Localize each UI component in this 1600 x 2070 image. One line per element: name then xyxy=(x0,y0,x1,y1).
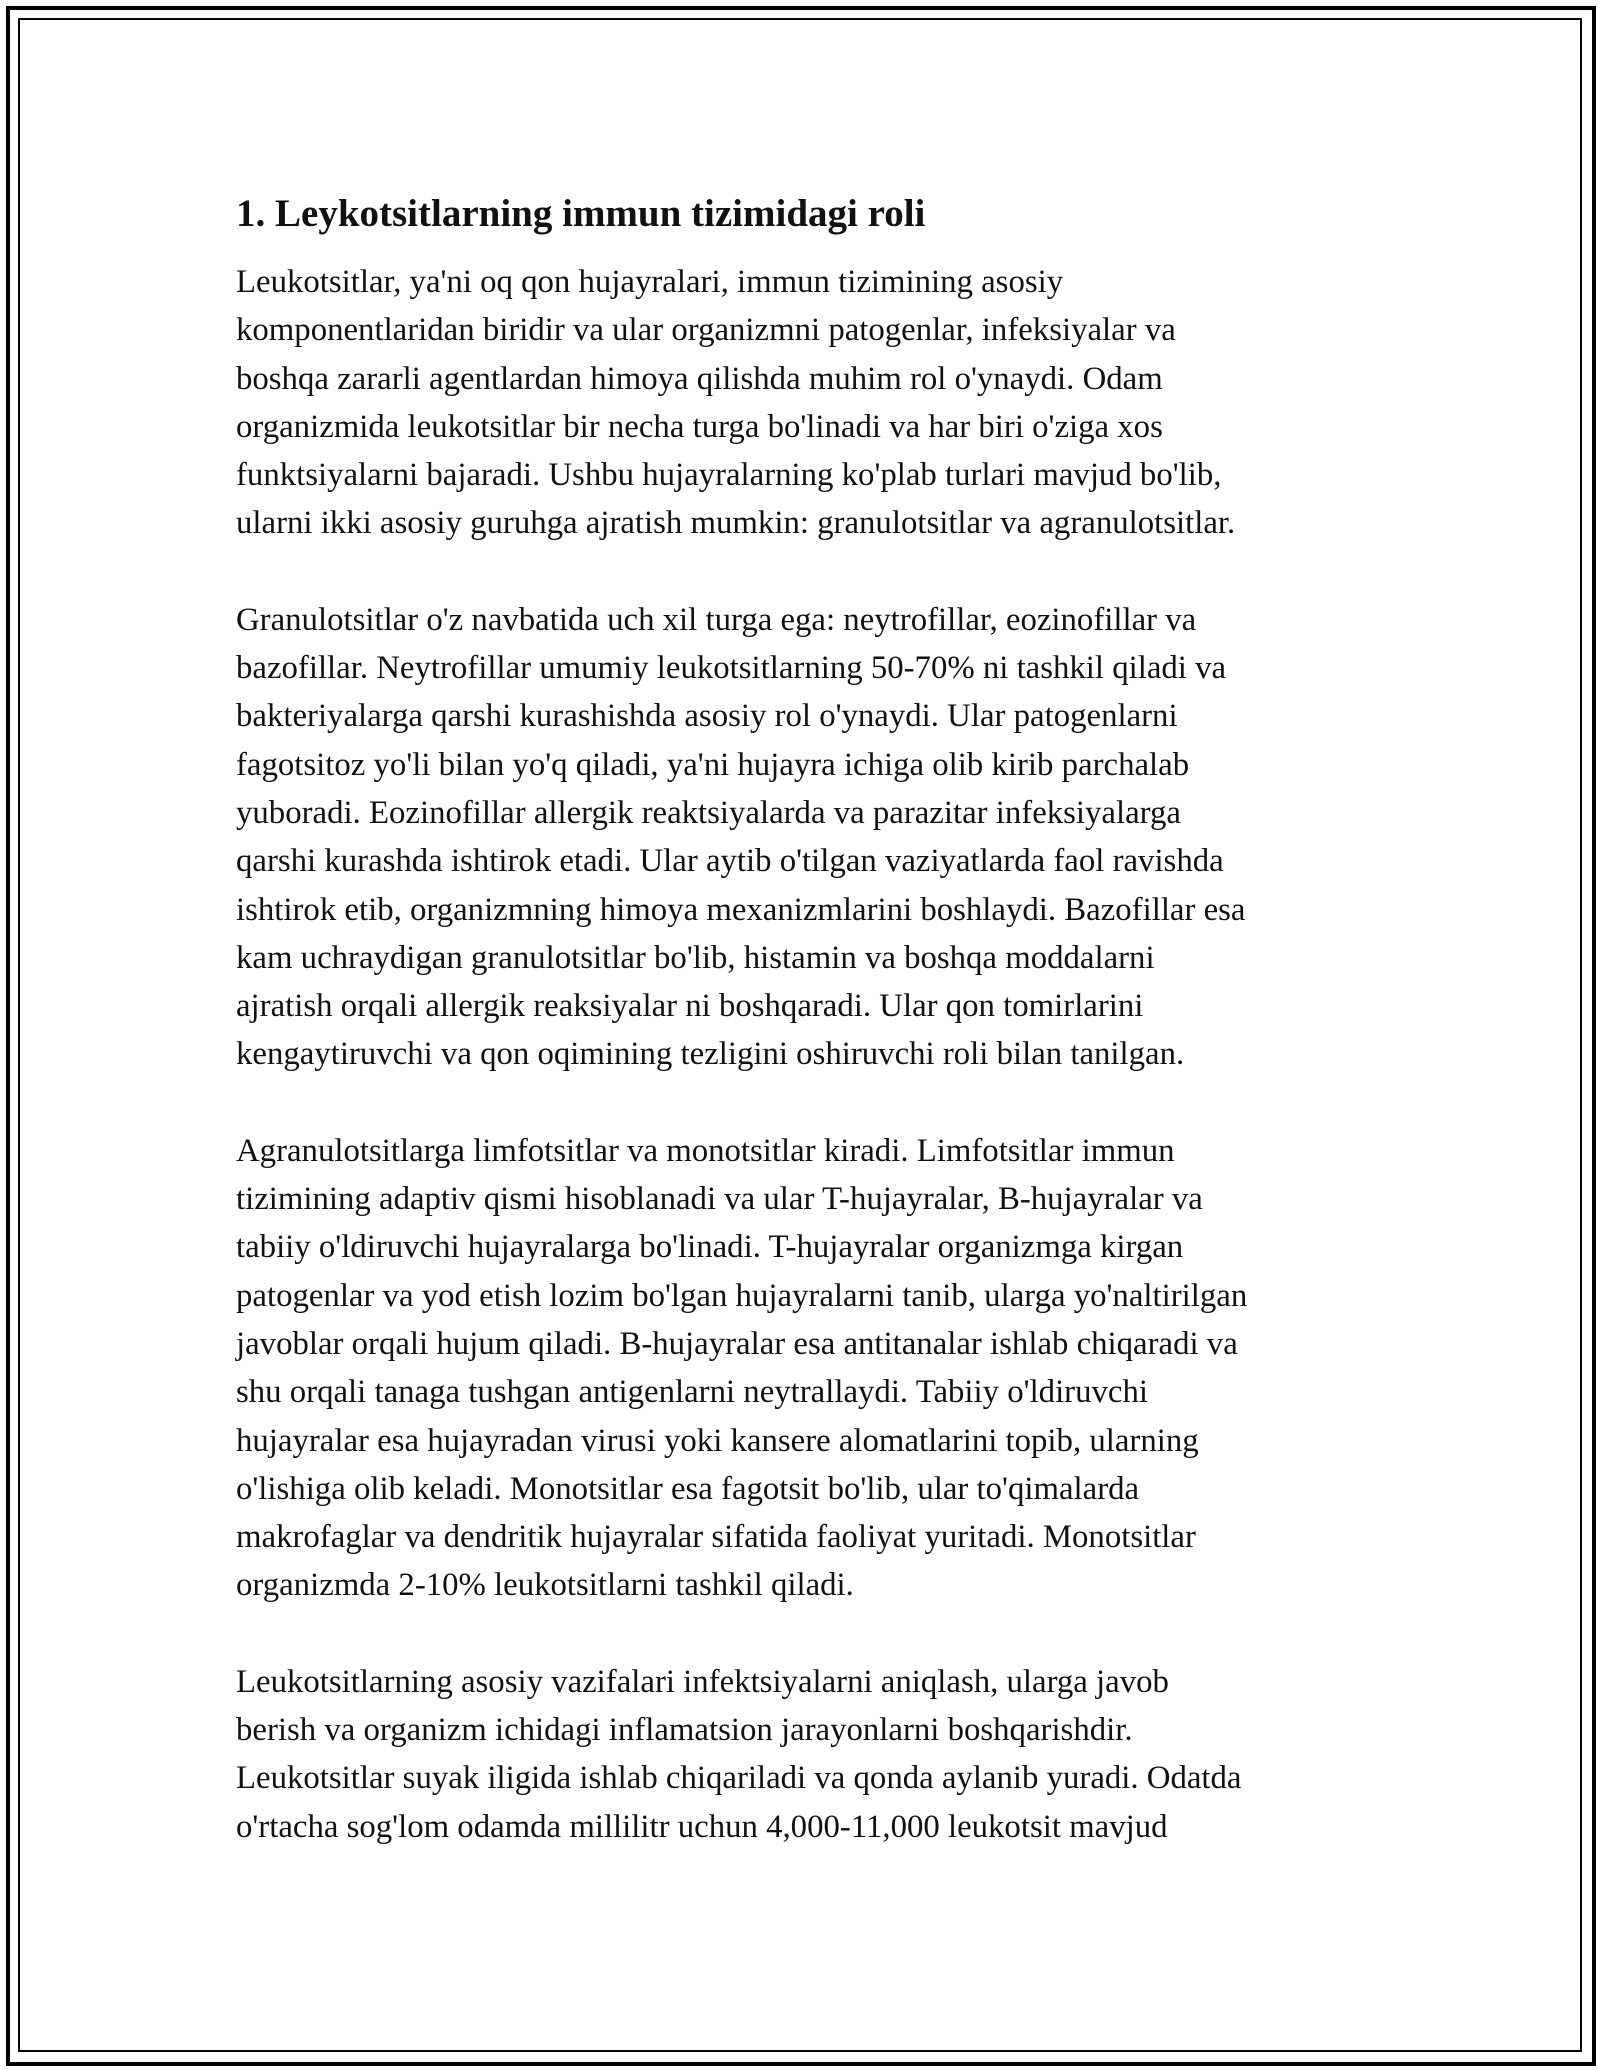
paragraph-2 xyxy=(236,596,1376,1079)
paragraph-line: komponentlaridan biridir va ular organizmni patogenlar, infeksiyalar va xyxy=(236,312,1176,349)
paragraph-line: bazofillar. Neytrofillar umumiy leukotsitlarning 50-70% ni tashkil qiladi va xyxy=(236,650,1227,687)
paragraph-line: makrofaglar va dendritik hujayralar sifatida faoliyat yuritadi. Monotsitlar xyxy=(236,1519,1196,1556)
paragraph-line: patogenlar va yod etish lozim bo'lgan hujayralarni tanib, ularga yo'naltirilgan xyxy=(236,1277,1248,1314)
paragraph-3 xyxy=(236,1127,1376,1610)
paragraph-line: tabiiy o'ldiruvchi hujayralarga bo'linadi. T-hujayralar organizmga kirgan xyxy=(236,1229,1184,1266)
paragraph-line: o'lishiga olib keladi. Monotsitlar esa fagotsit bo'lib, ular to'qimalarda xyxy=(236,1470,1140,1507)
paragraph-line: yuboradi. Eozinofillar allergik reaktsiyalarda va parazitar infeksiyalarga xyxy=(236,794,1181,831)
paragraph-line: boshqa zararli agentlardan himoya qilishda muhim rol o'ynaydi. Odam xyxy=(236,360,1163,397)
paragraph-line: kengaytiruvchi va qon oqimining tezligini oshiruvchi roli bilan tanilgan. xyxy=(236,1036,1185,1073)
paragraph-line: berish va organizm ichidagi inflamatsion jarayonlarni boshqarishdir. xyxy=(236,1712,1133,1749)
paragraph-line: ularni ikki asosiy guruhga ajratish mumkin: granulotsitlar va agranulotsitlar. xyxy=(236,505,1236,542)
paragraph-line: Agranulotsitlarga limfotsitlar va monotsitlar kiradi. Limfotsitlar immun xyxy=(236,1132,1175,1169)
paragraph-line: qarshi kurashda ishtirok etadi. Ular aytib o'tilgan vaziyatlarda faol ravishda xyxy=(236,843,1224,880)
paragraph-4 xyxy=(236,1658,1376,1851)
paragraph-line: Leukotsitlar suyak iligida ishlab chiqariladi va qonda aylanib yuradi. Odatda xyxy=(236,1760,1242,1797)
paragraph-line: kam uchraydigan granulotsitlar bo'lib, histamin va boshqa moddalarni xyxy=(236,939,1155,976)
paragraph-line: Leukotsitlar, ya'ni oq qon hujayralari, immun tizimining asosiy xyxy=(236,264,1064,300)
paragraph-line: hujayralar esa hujayradan virusi yoki kansere alomatlarini topib, ularning xyxy=(236,1422,1199,1459)
paragraph-line: tizimining adaptiv qismi hisoblanadi va ular T-hujayralar, B-hujayralar va xyxy=(236,1181,1203,1218)
paragraph-line: organizmda 2-10% leukotsitlarni tashkil qiladi. xyxy=(236,1567,854,1604)
paragraph-line: organizmida leukotsitlar bir necha turga bo'linadi va har biri o'ziga xos xyxy=(236,408,1163,445)
paragraph-line: shu orqali tanaga tushgan antigenlarni neytrallaydi. Tabiiy o'ldiruvchi xyxy=(236,1374,1148,1411)
document-body xyxy=(236,188,1376,1851)
paragraph-line: bakteriyalarga qarshi kurashishda asosiy rol o'ynaydi. Ular patogenlarni xyxy=(236,698,1178,735)
paragraph-line: fagotsitoz yo'li bilan yo'q qiladi, ya'ni hujayra ichiga olib kirib parchalab xyxy=(236,746,1190,783)
paragraph-line: ajratish orqali allergik reaksiyalar ni boshqaradi. Ular qon tomirlarini xyxy=(236,988,1144,1025)
section-heading: 1. Leykotsitlarning immun tizimidagi roli xyxy=(236,192,926,235)
paragraph-line: o'rtacha sog'lom odamda millilitr uchun 4,000-11,000 leukotsit mavjud xyxy=(236,1808,1168,1845)
paragraph-1 xyxy=(236,258,1376,548)
paragraph-line: funktsiyalarni bajaradi. Ushbu hujayralarning ko'plab turlari mavjud bo'lib, xyxy=(236,457,1222,494)
paragraph-line: javoblar orqali hujum qiladi. B-hujayralar esa antitanalar ishlab chiqaradi va xyxy=(236,1325,1238,1362)
paragraph-line: Granulotsitlar o'z navbatida uch xil turga ega: neytrofillar, eozinofillar va xyxy=(236,601,1197,638)
paragraph-line: ishtirok etib, organizmning himoya mexanizmlarini boshlaydi. Bazofillar esa xyxy=(236,891,1246,928)
paragraph-line: Leukotsitlarning asosiy vazifalari infektsiyalarni aniqlash, ularga javob xyxy=(236,1663,1169,1700)
